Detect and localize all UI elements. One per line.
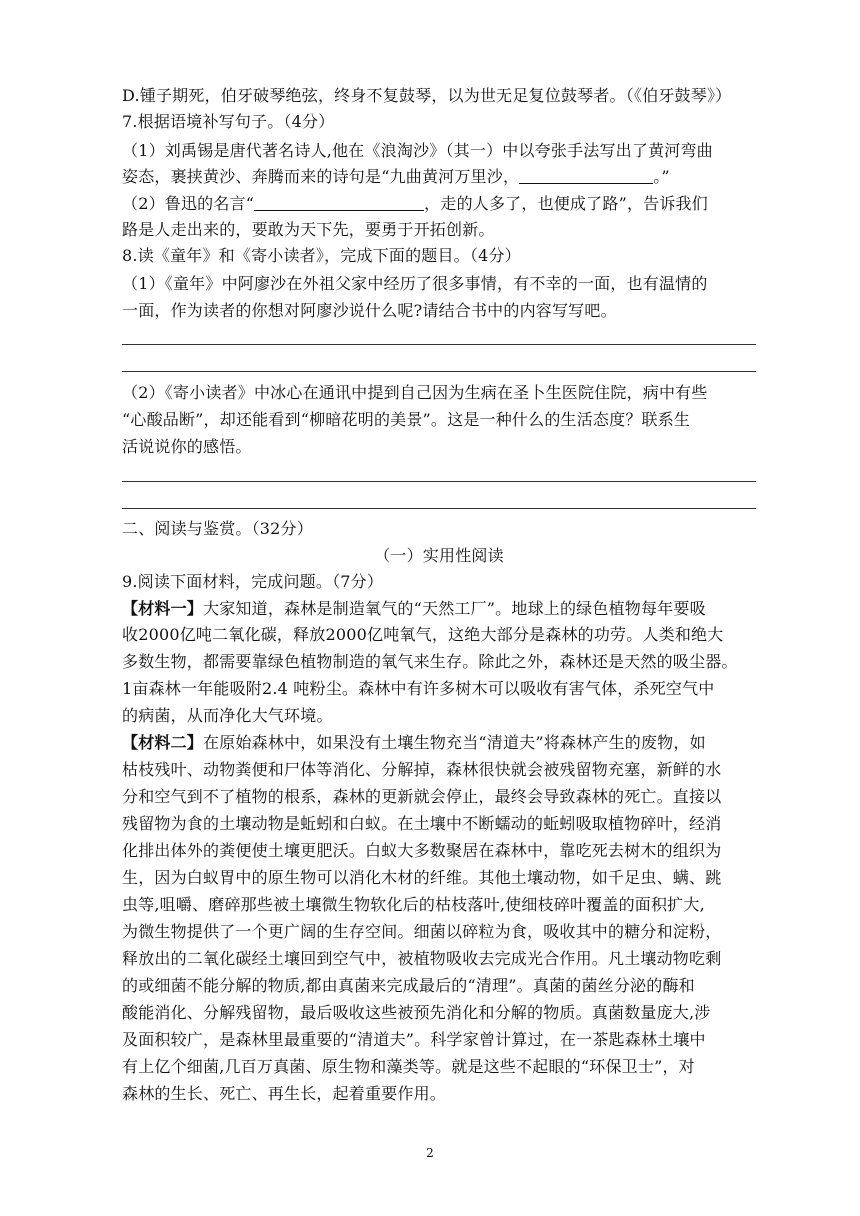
material-1-label: 【材料一】	[122, 599, 204, 618]
material-2-label: 【材料二】	[122, 733, 204, 752]
q7-2-line2: 路是人走出来的，要敢为天下先，要勇于开拓创新。	[122, 220, 495, 239]
answer-line[interactable]	[122, 508, 756, 509]
material-2-line10: 的或细菌不能分解的物质,都由真菌来完成最后的“清理”。真菌的菌丝分泌的酶和	[122, 976, 695, 995]
material-2-line9: 释放出的二氧化碳经土壤回到空气中，被植物吸收去完成光合作用。凡土壤动物吃剩	[122, 949, 722, 968]
q7-1-text: 姿态，裹挟黄沙、奔腾而来的诗句是“九曲黄河万里沙，	[122, 167, 520, 186]
material-2-line13: 有上亿个细菌,几百万真菌、原生物和藻类等。就是这些不起眼的“环保卫士”，对	[122, 1057, 695, 1076]
material-2-line6: 生，因为白蚁胃中的原生物可以消化木材的纤维。其他土壤动物，如千足虫、螨、跳	[122, 868, 722, 887]
q7-2-line1	[122, 192, 762, 216]
subsection-heading: （一）实用性阅读	[374, 546, 504, 565]
option-d-line: D.锺子期死，伯牙破琴绝弦，终身不复鼓琴，以为世无足复位鼓琴者。（《伯牙鼓琴》）	[122, 86, 732, 105]
material-2-line5: 化排出体外的粪便使土壤更肥沃。白蚁大多数聚居在森林中，靠吃死去树木的组织为	[122, 841, 722, 860]
material-2-line12: 及面积较广，是森林里最重要的“清道夫”。科学家曾计算过，在一茶匙森林土壤中	[122, 1030, 706, 1049]
material-1-line1	[122, 597, 762, 621]
answer-line[interactable]	[122, 371, 756, 372]
material-1-line2: 收2000亿吨二氧化碳，释放2000亿吨氧气，这绝大部分是森林的功劳。人类和绝大	[122, 625, 724, 644]
material-1-line5: 的病菌，从而净化大气环境。	[122, 706, 333, 725]
material-2-line2: 枯枝残叶、动物粪便和尸体等消化、分解掉，森林很快就会被残留物充塞，新鲜的水	[122, 760, 722, 779]
material-2-line11: 酸能消化、分解残留物，最后吸收这些被预先消化和分解的物质。真菌数量庞大,涉	[122, 1003, 711, 1022]
q8-1-line1: （1）《童年》中阿廖沙在外祖父家中经历了很多事情，有不幸的一面，也有温情的	[122, 274, 708, 293]
q8-2-line2: “心酸品断”，却还能看到“柳暗花明的美景”。这是一种什么的生活态度？联系生	[122, 410, 691, 429]
q7-2-text-start: （2）鲁迅的名言“	[122, 194, 255, 213]
material-2-line4: 残留物为食的土壤动物是蚯蚓和白蚁。在土壤中不断蠕动的蚯蚓吸取植物碎叶，经消	[122, 814, 722, 833]
q8-2-line1: （2）《寄小读者》中冰心在通讯中提到自己因为生病在圣卜生医院住院，病中有些	[122, 383, 708, 402]
q7-2-text-end: ，走的人多了，也便成了路”，告诉我们	[424, 194, 708, 213]
material-2-line1	[122, 731, 762, 755]
answer-line[interactable]	[122, 344, 756, 345]
fill-blank[interactable]	[519, 165, 653, 184]
question-7-title: 7.根据语境补写句子。（4分）	[122, 112, 335, 131]
q8-2-line3: 活说说你的感悟。	[122, 437, 252, 456]
section-2-heading: 二、阅读与鉴赏。（32分）	[122, 519, 313, 538]
question-9-title: 9.阅读下面材料，完成问题。（7分）	[122, 572, 384, 591]
material-2-line7: 虫等,咀嚼、磨碎那些被土壤微生物软化后的枯枝落叶,使细枝碎叶覆盖的面积扩大,	[122, 895, 705, 914]
fill-blank[interactable]	[254, 192, 424, 211]
material-1-text: 大家知道，森林是制造氧气的“天然工厂”。地球上的绿色植物每年要吸	[203, 599, 706, 618]
q7-1-end: 。”	[653, 167, 670, 186]
material-1-line3: 多数生物，都需要靠绿色植物制造的氧气来生存。除此之外，森林还是天然的吸尘器。	[122, 652, 738, 671]
material-2-line3: 分和空气到不了植物的根系，森林的更新就会停止，最终会导致森林的死亡。直接以	[122, 787, 722, 806]
material-2-line8: 为微生物提供了一个更广阔的生存空间。细菌以碎粒为食，吸收其中的糖分和淀粉，	[122, 922, 722, 941]
question-8-title: 8.读《童年》和《寄小读者》，完成下面的题目。（4分）	[122, 246, 521, 265]
material-2-text: 在原始森林中，如果没有土壤生物充当“清道夫”将森林产生的废物，如	[203, 733, 706, 752]
q7-1-line2	[122, 165, 762, 189]
page-number: 2	[426, 1146, 434, 1160]
material-1-line4: 1亩森林一年能吸附2.4 吨粉尘。森林中有许多树木可以吸收有害气体，杀死空气中	[122, 679, 715, 698]
answer-line[interactable]	[122, 481, 756, 482]
q7-1-line1: （1）刘禹锡是唐代著名诗人,他在《浪淘沙》（其一）中以夸张手法写出了黄河弯曲	[122, 141, 713, 160]
q8-1-line2: 一面，作为读者的你想对阿廖沙说什么呢?请结合书中的内容写写吧。	[122, 301, 617, 320]
material-2-line14: 森林的生长、死亡、再生长，起着重要作用。	[122, 1084, 447, 1103]
